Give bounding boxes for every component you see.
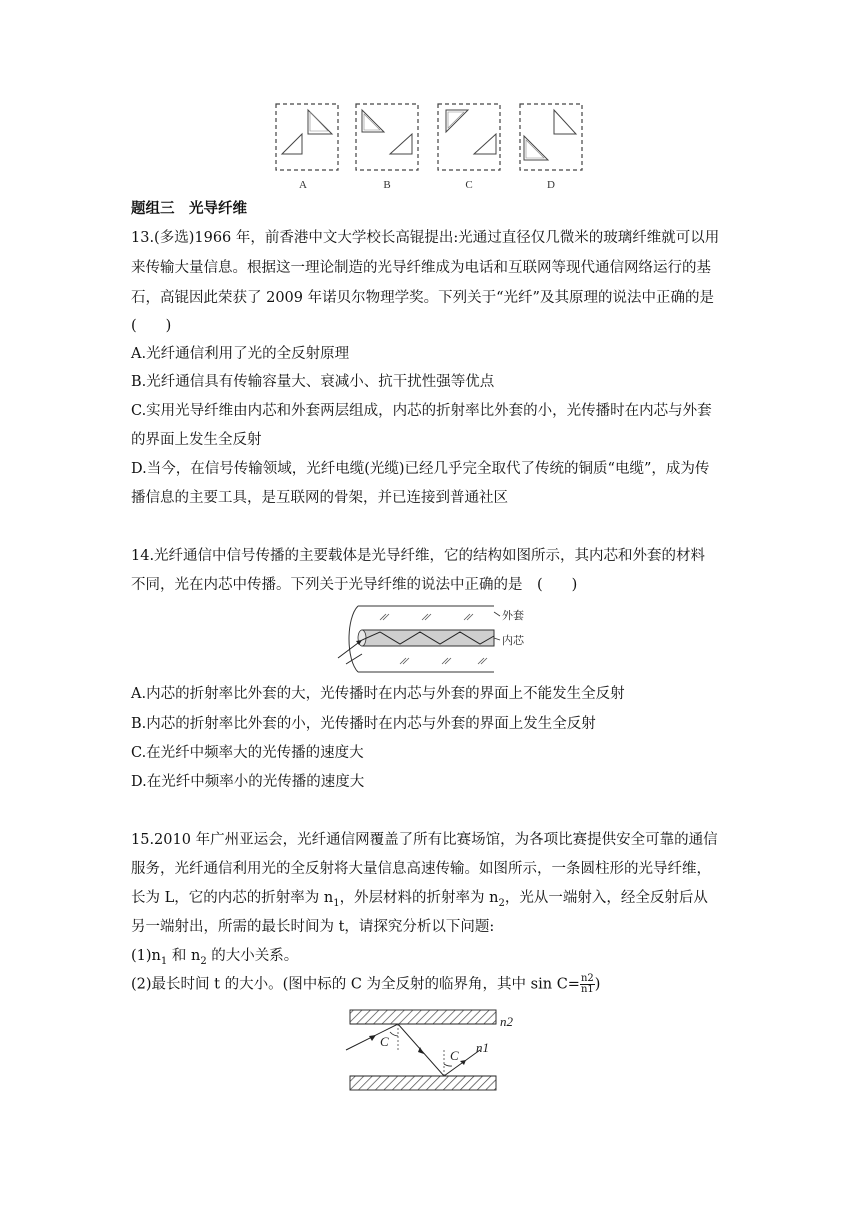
q15-line-2: 服务，光纤通信利用光的全反射将大量信息高速传输。如图所示，一条圆柱形的光导纤维， bbox=[131, 861, 711, 877]
q13-option-d-line-1: D.当今，在信号传输领域，光纤电缆(光缆)已经几乎完全取代了传统的铜质“电缆”，成为传 bbox=[131, 461, 710, 477]
q15-sub2-part-b: ) bbox=[594, 976, 601, 993]
sub-2: 2 bbox=[498, 897, 505, 909]
light-guide-figure bbox=[340, 1006, 530, 1096]
q14-line-2: 不同，光在内芯中传播。下列关于光导纤维的说法中正确的是 ( ) bbox=[131, 577, 578, 593]
label-inner-core: 内芯 bbox=[502, 634, 524, 647]
option-figures bbox=[270, 98, 590, 194]
fraction-denominator: n1 bbox=[580, 984, 594, 995]
q13-option-a: A.光纤通信利用了光的全反射原理 bbox=[131, 346, 350, 362]
label-n2: n2 bbox=[500, 1014, 513, 1029]
q15-line-1: 15.2010 年广州亚运会，光纤通信网覆盖了所有比赛场馆，为各项比赛提供安全可靠的通信 bbox=[131, 832, 718, 848]
q13-option-b: B.光纤通信具有传输容量大、衰减小、抗干扰性强等优点 bbox=[131, 374, 495, 390]
q15-sub1-part-c: 的大小关系。 bbox=[206, 948, 299, 964]
section-title: 题组三 光导纤维 bbox=[131, 200, 247, 217]
q14-option-a: A.内芯的折射率比外套的大，光传播时在内芯与外套的界面上不能发生全反射 bbox=[131, 686, 625, 702]
optical-fiber-figure bbox=[318, 602, 558, 678]
q15-sub2-part-a: (2)最长时间 t 的大小。(图中标的 C 为全反射的临界角，其中 sin C= bbox=[131, 976, 580, 993]
sub-1b: 1 bbox=[160, 955, 168, 967]
q15-sub1-part-a: (1)n bbox=[131, 948, 161, 964]
figure-option-b bbox=[356, 104, 418, 191]
q15-sub1-part-b: 和 n bbox=[167, 948, 201, 964]
q13-line-1: 13.(多选)1966 年，前香港中文大学校长高锟提出:光通过直径仅几微米的玻璃纤维就可以用 bbox=[131, 230, 720, 246]
sub-2b: 2 bbox=[200, 955, 207, 967]
figure-option-c bbox=[438, 104, 500, 191]
q13-option-c-line-1: C.实用光导纤维由内芯和外套两层组成，内芯的折射率比外套的小，光传播时在内芯与外套 bbox=[131, 403, 712, 419]
q15-line-3-part-a: 长为 L，它的内芯的折射率为 n bbox=[131, 890, 334, 906]
sub-1: 1 bbox=[333, 897, 340, 909]
q14-line-1: 14.光纤通信中信号传播的主要载体是光导纤维，它的结构如图所示，其内芯和外套的材料 bbox=[131, 548, 706, 564]
q14-option-c: C.在光纤中频率大的光传播的速度大 bbox=[131, 745, 364, 761]
critical-angle-c1: C bbox=[380, 1034, 389, 1049]
q14-option-b: B.内芯的折射率比外套的小，光传播时在内芯与外套的界面上发生全反射 bbox=[131, 716, 596, 732]
q13-line-3: 石，高锟因此荣获了 2009 年诺贝尔物理学奖。下列关于“光纤”及其原理的说法中正确的是 bbox=[131, 290, 714, 306]
critical-angle-c2: C bbox=[450, 1048, 459, 1063]
figure-option-d bbox=[520, 104, 582, 191]
q15-line-3 bbox=[131, 888, 708, 914]
label-n1: n1 bbox=[476, 1040, 489, 1055]
q13-option-d-line-2: 播信息的主要工具，是互联网的骨架，并已连接到普通社区 bbox=[131, 490, 508, 506]
option-d-caption: D bbox=[547, 179, 555, 191]
option-c-caption: C bbox=[465, 179, 473, 191]
q13-line-2: 来传输大量信息。根据这一理论制造的光导纤维成为电话和互联网等现代通信网络运行的基 bbox=[131, 260, 711, 276]
fraction-numerator: n2 bbox=[580, 973, 594, 984]
q13-option-c-line-2: 的界面上发生全反射 bbox=[131, 432, 262, 448]
label-outer-cladding: 外套 bbox=[502, 609, 524, 622]
q15-line-4: 另一端射出，所需的最长时间为 t，请探究分析以下问题: bbox=[131, 919, 495, 935]
q15-line-3-part-b: ，外层材料的折射率为 n bbox=[339, 890, 499, 906]
q13-answer-bracket: ( ) bbox=[131, 318, 172, 334]
critical-angle-fraction bbox=[580, 974, 595, 995]
q14-option-d: D.在光纤中频率小的光传播的速度大 bbox=[131, 774, 365, 790]
q15-line-3-part-c: ，光从一端射入，经全反射后从 bbox=[504, 890, 708, 906]
option-b-caption: B bbox=[383, 179, 391, 191]
q15-sub-question-2 bbox=[131, 974, 600, 995]
figure-option-a bbox=[276, 104, 338, 191]
option-a-caption: A bbox=[299, 179, 307, 191]
q15-sub-question-1 bbox=[131, 946, 298, 972]
